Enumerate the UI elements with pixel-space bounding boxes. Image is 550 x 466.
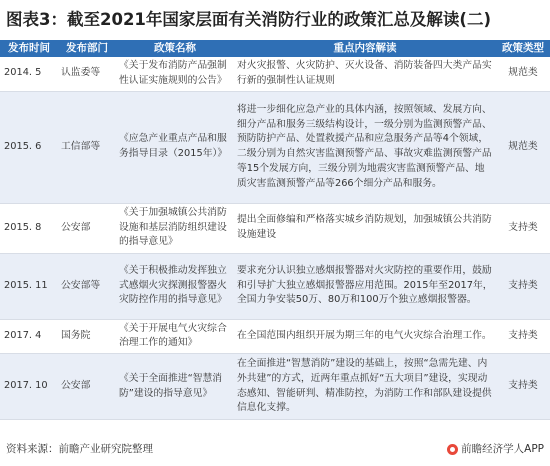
header-policy-name: 政策名称 xyxy=(116,40,234,57)
cell-date: 2017. 4 xyxy=(0,319,58,354)
table-row xyxy=(0,253,550,319)
table-row xyxy=(0,203,550,253)
cell-policy-name: 《关于开展电气火灾综合治理工作的通知》 xyxy=(116,319,234,354)
cell-dept: 公安部 xyxy=(58,354,116,420)
table-row xyxy=(0,91,550,203)
header-dept: 发布部门 xyxy=(58,40,116,57)
table-row xyxy=(0,354,550,420)
cell-type: 支持类 xyxy=(496,354,550,420)
cell-type: 支持类 xyxy=(496,319,550,354)
cell-dept: 国务院 xyxy=(58,319,116,354)
table-header-row xyxy=(0,40,550,57)
cell-content: 在全面推进“智慧消防”建设的基础上，按照“急需先建、内外共建”的方式，近两年重点抓好“五大项目”建设，实现动态感知、智能研判、精准防控，为消防工作和部队建设提供信息化支撑。 xyxy=(234,354,496,420)
cell-dept: 公安部 xyxy=(58,203,116,253)
cell-policy-name: 《关于全面推进“智慧消防”建设的指导意见》 xyxy=(116,354,234,420)
cell-type: 支持类 xyxy=(496,253,550,319)
brand-label: 前瞻经济学人APP xyxy=(461,443,544,455)
cell-date: 2015. 6 xyxy=(0,91,58,203)
cell-type: 规范类 xyxy=(496,57,550,91)
header-type: 政策类型 xyxy=(496,40,550,57)
cell-dept: 工信部等 xyxy=(58,91,116,203)
cell-policy-name: 《应急产业重点产品和服务指导目录（2015年）》 xyxy=(116,91,234,203)
policy-table xyxy=(0,40,550,420)
cell-policy-name: 《关于加强城镇公共消防设施和基层消防组织建设的指导意见》 xyxy=(116,203,234,253)
qianzhan-logo-icon xyxy=(447,444,458,455)
cell-date: 2015. 8 xyxy=(0,203,58,253)
brand-mark xyxy=(447,441,544,457)
cell-content: 在全国范围内组织开展为期三年的电气火灾综合治理工作。 xyxy=(234,319,496,354)
source-note: 资料来源：前瞻产业研究院整理 xyxy=(6,443,153,455)
cell-content: 对火灾报警、火灾防护、灭火设备、消防装备四大类产品实行新的强制性认证规则 xyxy=(234,57,496,91)
cell-policy-name: 《关于发布消防产品强制性认证实施规则的公告》 xyxy=(116,57,234,91)
table-row xyxy=(0,319,550,354)
cell-dept: 认监委等 xyxy=(58,57,116,91)
cell-dept: 公安部等 xyxy=(58,253,116,319)
cell-content: 要求充分认识独立感烟报警器对火灾防控的重要作用，鼓励和引导扩大独立感烟报警器应用范围。2015年至2017年，全国力争安装50万、80万和100万个独立感烟报警器。 xyxy=(234,253,496,319)
header-content: 重点内容解读 xyxy=(234,40,496,57)
cell-content: 提出全面修编和严格落实城乡消防规划，加强城镇公共消防设施建设 xyxy=(234,203,496,253)
cell-date: 2014. 5 xyxy=(0,57,58,91)
cell-type: 支持类 xyxy=(496,203,550,253)
cell-type: 规范类 xyxy=(496,91,550,203)
table-row xyxy=(0,57,550,91)
page-title: 图表3：截至2021年国家层面有关消防行业的政策汇总及解读(二) xyxy=(6,10,491,29)
cell-date: 2015. 11 xyxy=(0,253,58,319)
cell-content: 将进一步细化应急产业的具体内涵，按照领域、发展方向、细分产品和服务三级结构设计，一级分别为监测预警产品、预防防护产品、处置救援产品和应急服务产品等4个领域，二级分别为自然灾害监测预警产品、事故灾难监测预警产品等15个发展方向，三级分别为地震灾害监测预警产品、地质灾害监测预警产品等266个细分产品和服务。 xyxy=(234,91,496,203)
cell-date: 2017. 10 xyxy=(0,354,58,420)
header-date: 发布时间 xyxy=(0,40,58,57)
cell-policy-name: 《关于积极推动发挥独立式感烟火灾探测报警器火灾防控作用的指导意见》 xyxy=(116,253,234,319)
